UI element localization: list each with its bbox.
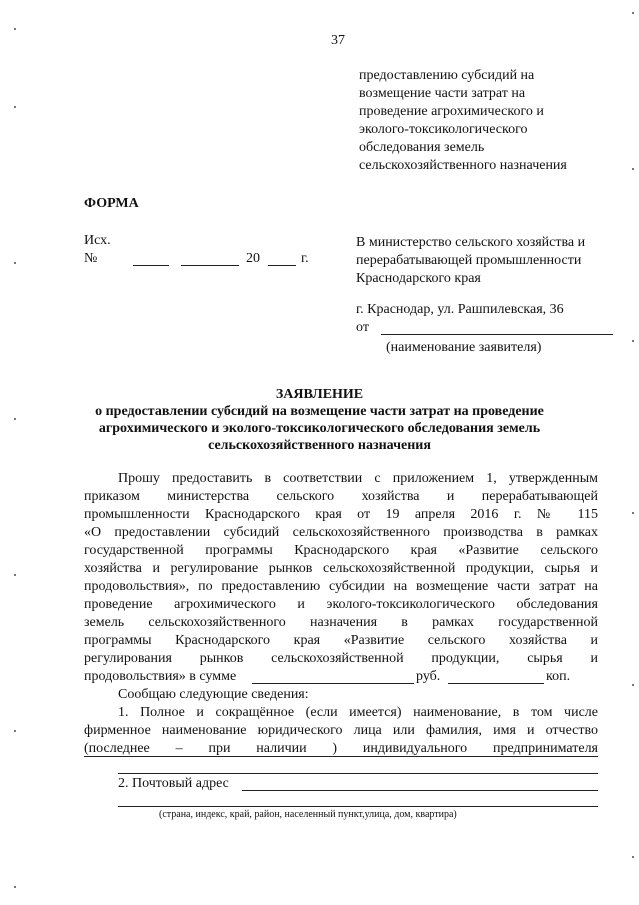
scan-speck [14,886,16,888]
document-subtitle-line: сельскохозяйственного назначения [208,438,431,453]
body-line: приказом министерства сельского хозяйства и перерабатывающей [84,489,598,504]
scan-speck [14,262,16,264]
year-suffix: г. [301,251,309,266]
scan-speck [632,340,634,342]
outgoing-year-blank [268,265,296,266]
body-line: Прошу предоставить в соответствии с приложением 1, утвержденным [118,471,598,486]
postal-address-blank [242,790,598,791]
sum-rub-blank [252,683,414,684]
header-line: эколого-токсикологического [359,122,528,137]
header-line: проведение агрохимического и [359,104,544,119]
sum-prefix: продовольствия» в сумме [84,669,237,684]
scan-speck [14,730,16,732]
body-line: «О предоставлении субсидий сельскохозяйственного производства в рамках [84,525,598,540]
page-number: 37 [331,33,345,48]
sum-kop-label: коп. [546,669,571,684]
body-line: государственной программы Краснодарского края «Развитие сельского [84,543,598,558]
header-line: предоставлению субсидий на [359,68,535,83]
body-line: программы Краснодарского края «Развитие сельского хозяйства и [84,633,598,648]
item1-blank [118,773,598,774]
applicant-caption: (наименование заявителя) [386,340,542,355]
scan-speck [14,418,16,420]
scan-speck [632,12,634,14]
scan-speck [14,574,16,576]
header-line: сельскохозяйственного назначения [359,158,567,173]
number-sign: № [84,251,98,266]
item1-line: фирменное наименование юридического лица или фамилия, имя и отчество [84,723,598,738]
outgoing-date-blank [181,265,239,266]
document-subtitle-line: о предоставлении субсидий на возмещение части затрат на проведение [95,404,544,419]
item1-line: (последнее – при наличии ) индивидуального предпринимателя [84,741,598,756]
item1-line: 1. Полное и сокращённое (если имеется) наименование, в том числе [118,705,598,720]
addressee-line: Краснодарского края [356,271,481,286]
year-prefix: 20 [246,251,260,266]
scan-speck [14,106,16,108]
scan-speck [14,28,16,30]
header-line: обследования земель [359,140,485,155]
sum-kop-blank [448,683,544,684]
header-line: возмещение части затрат на [359,86,526,101]
from-label: от [356,320,369,335]
item1-blank [84,756,598,757]
body-line: проведение агрохимического и эколого-токсикологического обследования [84,597,598,612]
applicant-name-blank [381,334,613,335]
document-title: ЗАЯВЛЕНИЕ [275,387,364,402]
body-line: хозяйства и регулирование рынков сельскохозяйственной продукции, сырья и [84,561,598,576]
scan-speck [632,856,634,858]
info-line: Сообщаю следующие сведения: [118,687,309,702]
body-line: земель сельскохозяйственного назначения в рамках государственной [84,615,598,630]
outgoing-number-blank [133,265,169,266]
scan-speck [632,512,634,514]
forma-label: ФОРМА [84,196,139,211]
scan-speck [632,168,634,170]
body-line: промышленности Краснодарского края от 19 апреля 2016 г. № 115 [84,507,598,522]
scan-speck [632,684,634,686]
addressee-line: перерабатывающей промышленности [356,253,582,268]
sum-rub-label: руб. [416,669,441,684]
address-line: г. Краснодар, ул. Рашпилевская, 36 [356,302,564,317]
item2-label: 2. Почтовый адрес [118,776,229,791]
address-caption: (страна, индекс, край, район, населенный пункт,улица, дом, квартира) [159,809,457,820]
postal-address-blank [118,806,598,807]
body-line: продовольствия», по предоставлению субсидии на возмещение части затрат на [84,579,598,594]
document-subtitle-line: агрохимического и эколого-токсикологического обследования земель [98,421,541,436]
addressee-line: В министерство сельского хозяйства и [356,235,586,250]
outgoing-label: Исх. [84,233,111,248]
body-line: регулирования рынков сельскохозяйственной продукции, сырья и [84,651,598,666]
